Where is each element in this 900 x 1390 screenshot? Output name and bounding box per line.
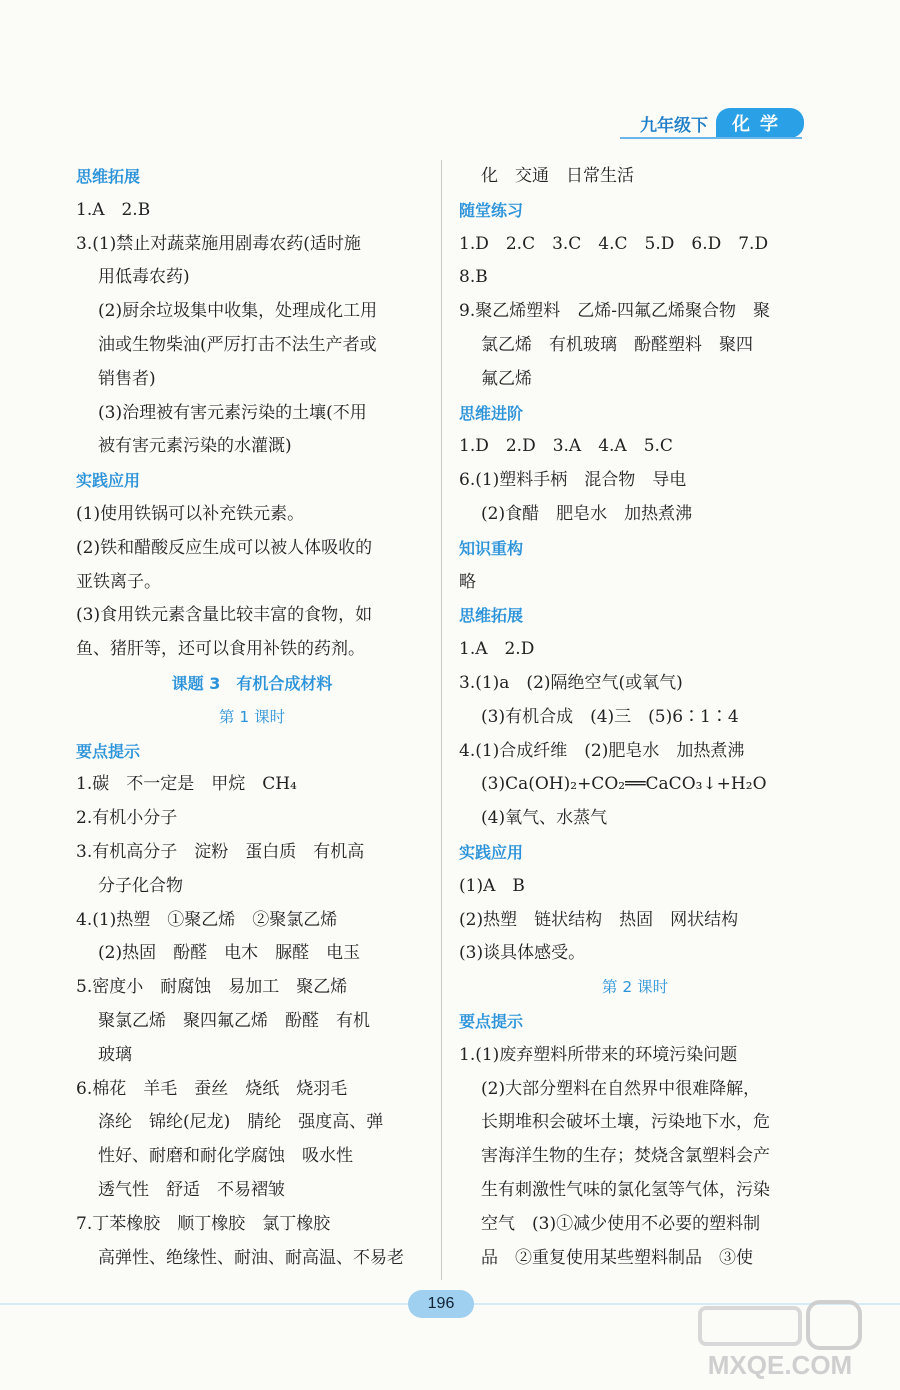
answer-line: 7.丁苯橡胶 顺丁橡胶 氯丁橡胶	[76, 1213, 331, 1234]
answer-line: 被有害元素污染的水灌溉)	[98, 436, 292, 457]
answer-line: 害海洋生物的生存；焚烧含氯塑料会产	[481, 1146, 770, 1167]
answer-line: 1.A 2.B	[76, 199, 151, 220]
section-heading: 思维拓展	[76, 167, 141, 186]
right-column	[459, 160, 811, 1275]
answer-line: (2)热塑 链状结构 热固 网状结构	[459, 909, 739, 930]
answer-line: 2.有机小分子	[76, 808, 178, 829]
answer-line: 1.D 2.C 3.C 4.C 5.D 6.D 7.D	[459, 233, 769, 254]
section-heading: 思维进阶	[459, 403, 524, 423]
answer-line: (3)Ca(OH)₂+CO₂══CaCO₃↓+H₂O	[481, 774, 767, 795]
answer-line: (2)铁和醋酸反应生成可以被人体吸收的	[76, 537, 373, 558]
answer-line: 玻璃	[98, 1044, 132, 1065]
section-heading: 思维拓展	[459, 606, 524, 626]
answer-line: (4)氧气、水蒸气	[481, 808, 608, 829]
answer-line: 4.(1)热塑 ①聚乙烯 ②聚氯乙烯	[76, 909, 338, 930]
answer-line: (1)使用铁锅可以补充铁元素。	[76, 503, 305, 524]
section-heading: 随堂练习	[459, 200, 524, 220]
answer-line: 9.聚乙烯塑料 乙烯-四氟乙烯聚合物 聚	[459, 301, 770, 322]
answer-line: 1.碳 不一定是 甲烷 CH₄	[76, 774, 297, 795]
answer-line: (1)A B	[459, 875, 525, 896]
answer-line: 6.棉花 羊毛 蚕丝 烧纸 烧羽毛	[76, 1078, 348, 1099]
answer-line: 1.D 2.D 3.A 4.A 5.C	[459, 436, 673, 457]
section-heading: 知识重构	[459, 538, 524, 558]
answer-line: 品 ②重复使用某些塑料制品 ③使	[481, 1247, 753, 1268]
section-heading: 实践应用	[459, 842, 524, 862]
answer-line: 生有刺激性气味的氯化氢等气体，污染	[481, 1179, 770, 1200]
answer-line: 6.(1)塑料手柄 混合物 导电	[459, 470, 687, 491]
answer-line: (2)食醋 肥皂水 加热煮沸	[481, 503, 693, 524]
answer-line: 4.(1)合成纤维 (2)肥皂水 加热煮沸	[459, 740, 745, 761]
lesson-title: 课题 3 有机合成材料	[171, 673, 333, 693]
period-title: 第 2 课时	[601, 978, 669, 997]
header-rule	[620, 137, 802, 139]
answer-line: 油或生物柴油(严厉打击不法生产者或	[98, 334, 377, 355]
watermark-logo	[680, 1300, 880, 1380]
grade-label: 九年级下	[640, 116, 708, 136]
answer-line: 3.(1)a (2)隔绝空气(或氧气)	[459, 672, 683, 693]
answer-line: 氟乙烯	[481, 368, 532, 389]
answer-line: 高弹性、绝缘性、耐油、耐高温、不易老	[98, 1247, 404, 1268]
answer-line: 8.B	[459, 267, 488, 288]
section-heading: 实践应用	[76, 471, 141, 491]
answer-line: 1.(1)废弃塑料所带来的环境污染问题	[459, 1044, 738, 1065]
answer-line: 长期堆积会破坏土壤，污染地下水，危	[481, 1112, 770, 1133]
answer-line: (2)厨余垃圾集中收集，处理成化工用	[98, 301, 378, 322]
answer-line: 销售者)	[98, 368, 156, 389]
column-divider	[441, 160, 442, 1280]
answer-line: 化 交通 日常生活	[481, 166, 634, 186]
answer-line: 用低毒农药)	[98, 267, 190, 288]
answer-line: 性好、耐磨和耐化学腐蚀 吸水性	[98, 1146, 353, 1167]
answer-line: 透气性 舒适 不易褶皱	[98, 1179, 285, 1200]
subject-label: 化学	[716, 108, 804, 138]
answer-line: 3.有机高分子 淀粉 蛋白质 有机高	[76, 841, 365, 862]
answer-line: 氯乙烯 有机玻璃 酚醛塑料 聚四	[481, 334, 753, 355]
period-title: 第 1 课时	[218, 707, 286, 726]
answer-line: (3)食用铁元素含量比较丰富的食物，如	[76, 605, 373, 626]
answer-line: 略	[459, 571, 476, 592]
answer-line: (2)热固 酚醛 电木 脲醛 电玉	[98, 943, 361, 964]
answer-line: 5.密度小 耐腐蚀 易加工 聚乙烯	[76, 977, 348, 998]
page-number: 196	[408, 1290, 474, 1318]
answer-line: 分子化合物	[98, 875, 183, 896]
answer-line: 1.A 2.D	[459, 639, 535, 660]
section-heading: 要点提示	[459, 1011, 524, 1031]
answer-line: (3)有机合成 (4)三 (5)6∶1∶4	[481, 706, 739, 727]
answer-line: 鱼、猪肝等，还可以食用补铁的药剂。	[76, 639, 365, 660]
answer-line: 亚铁离子。	[76, 571, 161, 592]
answer-line: 3.(1)禁止对蔬菜施用剧毒农药(适时施	[76, 233, 361, 254]
answer-line: (3)谈具体感受。	[459, 943, 586, 964]
header-badge	[640, 108, 804, 138]
answer-line: 涤纶 锦纶(尼龙) 腈纶 强度高、弹	[98, 1112, 384, 1133]
watermark-text: MXQE.COM	[707, 1350, 853, 1380]
answer-line: (3)治理被有害元素污染的土壤(不用	[98, 402, 367, 423]
section-heading: 要点提示	[76, 741, 141, 761]
left-column	[76, 160, 428, 1275]
answer-line: 空气 (3)①减少使用不必要的塑料制	[481, 1213, 761, 1234]
answer-line: 聚氯乙烯 聚四氟乙烯 酚醛 有机	[98, 1010, 370, 1031]
answer-line: (2)大部分塑料在自然界中很难降解，	[481, 1078, 761, 1099]
